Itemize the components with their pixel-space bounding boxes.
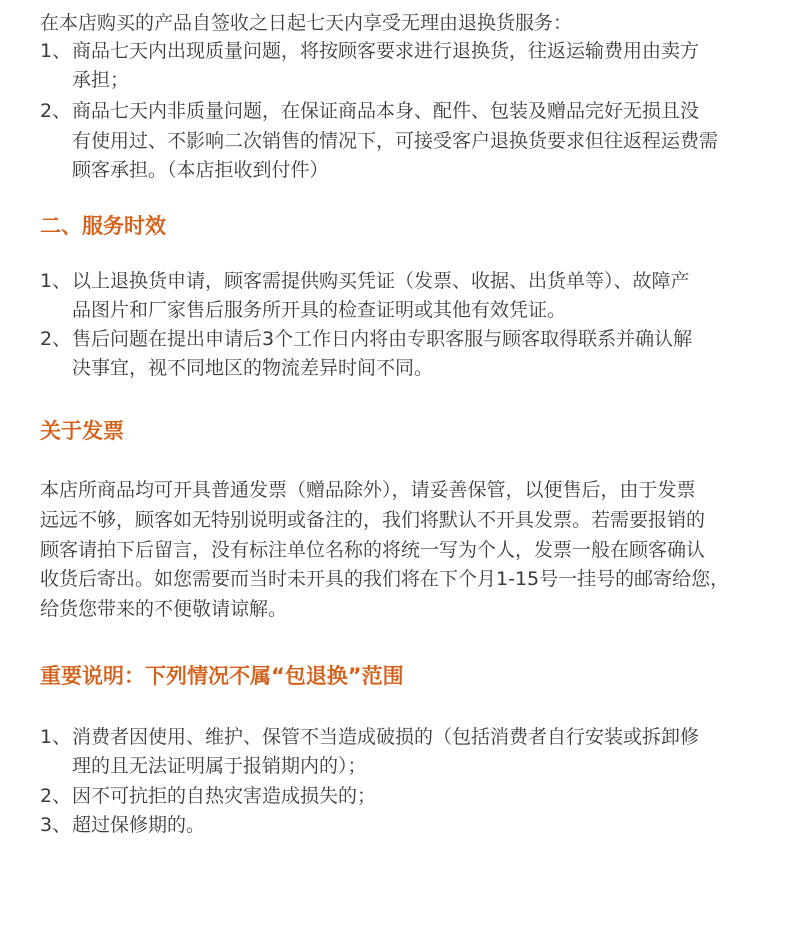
intro-text: 在本店购买的产品自签收之日起七天内享受无理由退换货服务： [40,12,573,34]
important-item-3 [40,810,205,840]
list-item-text: 消费者因使用、维护、保管不当造成破损的（包括消费者自行安装或拆卸修 [72,726,700,748]
invoice-line-5: 给货您带来的不便敬请谅解。 [40,598,288,620]
list-item-text: 超过保修期的。 [72,814,206,836]
list-number: 3、 [40,814,72,836]
returns-item-2-line-3: 顾客承担。（本店拒收到付件） [72,159,329,181]
list-number: 2、 [40,328,72,350]
invoice-line-4: 收货后寄出。如您需要而当时未开具的我们将在下个月1-15号一挂号的邮寄给您， [40,568,730,590]
service-item-1-line-2: 品图片和厂家售后服务所开具的检查证明或其他有效凭证。 [72,299,567,321]
returns-item-1-line-1 [40,36,699,66]
returns-item-2-line-1 [40,96,699,126]
invoice-line-3: 顾客请拍下后留言，没有标注单位名称的将统一写为个人，发票一般在顾客确认 [40,539,706,561]
service-item-1-line-1 [40,266,690,296]
list-item-text: 售后问题在提出申请后3个工作日内将由专职客服与顾客取得联系并确认解 [72,328,693,350]
list-number: 1、 [40,40,72,62]
important-item-1-line-2: 理的且无法证明属于报销期内的）； [72,755,367,777]
invoice-line-2: 远远不够，顾客如无特别说明或备注的，我们将默认不开具发票。若需要报销的 [40,509,706,531]
section-heading-service: 二、服务时效 [40,214,166,238]
list-number: 2、 [40,785,72,807]
list-item-text: 因不可抗拒的自热灾害造成损失的； [72,785,377,807]
list-number: 1、 [40,726,72,748]
list-item-text: 商品七天内非质量问题，在保证商品本身、配件、包装及赠品完好无损且没 [72,100,700,122]
section-heading-important: 重要说明：下列情况不属“包退换”范围 [40,664,404,688]
important-item-1-line-1 [40,722,699,752]
list-number: 1、 [40,270,72,292]
important-item-2 [40,781,376,811]
service-item-2-line-2: 决事宜，视不同地区的物流差异时间不同。 [72,357,434,379]
section-heading-invoice: 关于发票 [40,419,124,443]
invoice-line-1: 本店所商品均可开具普通发票（赠品除外），请妥善保管，以便售后，由于发票 [40,479,696,501]
list-number: 2、 [40,100,72,122]
list-item-text: 以上退换货申请，顾客需提供购买凭证（发票、收据、出货单等）、故障产 [72,270,690,292]
returns-item-1-line-2: 承担； [72,69,130,91]
returns-item-2-line-2: 有使用过、不影响二次销售的情况下，可接受客户退换货要求但往返程运费需 [72,130,719,152]
list-item-text: 商品七天内出现质量问题，将按顾客要求进行退换货，往返运输费用由卖方 [72,40,700,62]
service-item-2-line-1 [40,324,692,354]
